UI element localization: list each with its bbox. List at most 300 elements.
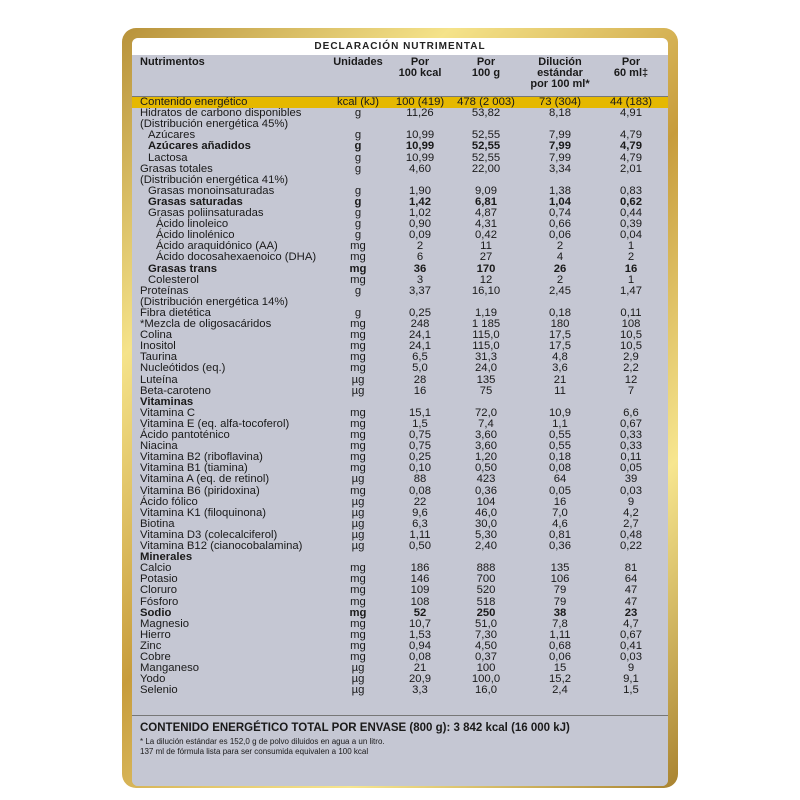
nutrient-value: 7,0 (552, 506, 568, 519)
nutrient-value: 17,5 (549, 329, 571, 342)
table-row (132, 608, 668, 619)
nutrient-value: 0,11 (620, 306, 642, 319)
nutrient-name: Biotina (140, 517, 175, 530)
table-row (132, 574, 668, 585)
nutrient-value: 0,22 (620, 540, 642, 552)
nutrient-value: 0,75 (409, 429, 431, 441)
nutrient-value: 75 (479, 384, 493, 397)
nutrient-value: 3,6 (552, 362, 568, 375)
nutrient-value: 0,36 (549, 540, 571, 552)
nutrient-name: Vitamina B12 (cianocobalamina) (140, 540, 303, 552)
nutrient-name: Calcio (140, 562, 172, 575)
nutrient-value: 10,99 (405, 129, 435, 142)
dilution-note: * La dilución estándar es 152,0 g de polvo diluidos en agua a un litro. (140, 737, 385, 746)
nutrient-value: 10,5 (620, 329, 642, 342)
nutrient-value: 4,87 (475, 207, 497, 219)
nutrient-unit: mg (349, 606, 367, 619)
nutrient-name: Fósforo (140, 595, 179, 608)
nutrient-unit: g (354, 140, 362, 153)
nutrient-unit: mg (350, 329, 366, 342)
nutrient-name: Azúcares (148, 129, 196, 142)
nutrient-value: 1,53 (409, 628, 431, 641)
nutrient-name: Grasas trans (148, 262, 218, 275)
nutrient-value: 5,30 (475, 528, 497, 541)
nutrient-value: 2,45 (549, 284, 571, 297)
nutrient-value: 6 (416, 251, 424, 264)
nutrient-value: 7,30 (475, 628, 497, 641)
nutrient-value: 4,31 (475, 218, 497, 231)
nutrient-value: 36 (413, 262, 427, 275)
nutrient-value: 180 (550, 318, 570, 330)
nutrient-value: 0,55 (549, 440, 571, 453)
nutrient-value: 17,5 (549, 340, 571, 353)
nutrient-value: 7,99 (549, 140, 571, 153)
nutrient-value: 7,99 (549, 151, 571, 164)
nutrient-name: Yodo (140, 673, 166, 686)
nutrient-value: 12 (479, 273, 493, 286)
nutrient-name: Inositol (140, 340, 176, 353)
nutrient-value: 104 (476, 495, 496, 508)
nutrient-value: 3 (416, 273, 424, 286)
nutrient-value: 22,00 (471, 162, 501, 175)
table-row (132, 663, 668, 674)
nutrient-value: 0,08 (409, 484, 431, 497)
nutrient-name: Azúcares añadidos (148, 140, 251, 153)
nutrient-value: 1,90 (409, 184, 431, 197)
nutrient-value: 9,09 (475, 184, 497, 197)
nutrient-value: 38 (553, 606, 567, 619)
nutrient-value: 2 (556, 240, 564, 253)
nutrient-value: 15,1 (409, 406, 431, 419)
nutrient-name: Grasas poliinsaturadas (148, 207, 264, 219)
nutrient-value: 7,8 (552, 617, 568, 630)
nutrient-value: 1,47 (620, 284, 642, 297)
nutrient-value: 1,11 (549, 628, 571, 641)
nutrient-name: Vitamina B6 (piridoxina) (140, 484, 260, 497)
nutrient-value: 0,10 (409, 462, 431, 475)
nutrient-name: Vitamina B1 (tiamina) (140, 462, 248, 475)
table-header (132, 55, 668, 97)
nutrient-value: 1 185 (471, 318, 501, 330)
nutrient-value: 0,05 (549, 484, 571, 497)
nutrient-value: 51,0 (475, 617, 497, 630)
nutrient-value: 1,02 (409, 207, 431, 219)
nutrient-unit: g (354, 207, 362, 219)
nutrient-unit: mg (350, 628, 366, 641)
nutrient-unit: g (354, 184, 362, 197)
nutrient-unit: g (354, 306, 362, 319)
nutrient-name: Luteína (140, 373, 178, 386)
nutrient-unit: µg (351, 673, 365, 686)
nutrient-value: 2,9 (623, 351, 639, 364)
nutrient-value: 16 (413, 384, 427, 397)
nutrient-unit: g (354, 284, 362, 297)
nutrient-value: 0,42 (475, 229, 497, 242)
nutrient-value: 15,2 (549, 673, 571, 686)
nutrient-value: 0,18 (549, 451, 571, 464)
footer (132, 716, 668, 786)
nutrient-value: 1,11 (409, 528, 431, 541)
nutrient-value: 518 (476, 595, 496, 608)
nutrient-value: 109 (410, 584, 430, 597)
nutrient-value: 700 (476, 573, 496, 586)
nutrient-value: 0,81 (549, 528, 571, 541)
nutrient-value: 0,37 (475, 651, 497, 663)
nutrient-value: 1,19 (475, 306, 497, 319)
nutrient-name: Ácido fólico (140, 495, 198, 508)
nutrient-name: Grasas saturadas (148, 195, 243, 208)
nutrient-value: 1,04 (549, 195, 571, 208)
nutrient-value: 0,41 (620, 639, 642, 652)
nutrient-value: 2,01 (620, 162, 642, 175)
table-row (132, 297, 668, 308)
nutrient-name: (Distribución energética 45%) (140, 118, 289, 131)
nutrient-name: Cloruro (140, 584, 178, 597)
nutrient-value: 47 (624, 584, 638, 597)
nutrient-value: 2,7 (623, 517, 639, 530)
nutrient-unit: mg (350, 440, 366, 453)
table-row (132, 652, 668, 663)
nutrient-name: Vitaminas (140, 395, 194, 408)
nutrient-unit: mg (350, 584, 366, 597)
table-row (132, 541, 668, 552)
nutrient-value: 0,50 (409, 540, 431, 552)
nutrient-value: 186 (410, 562, 430, 575)
nutrient-value: 1 (627, 240, 635, 253)
nutrient-value: 1,38 (549, 184, 571, 197)
table-row (132, 375, 668, 386)
nutrient-value: 423 (476, 473, 496, 486)
nutrient-name: Potasio (140, 573, 178, 586)
nutrient-value: 24,0 (475, 362, 497, 375)
nutrient-name: Ácido linolénico (156, 229, 235, 242)
nutrient-value: 44 (183) (609, 96, 653, 108)
nutrient-value: 9,1 (623, 673, 639, 686)
table-row (132, 341, 668, 352)
nutrient-value: 30,0 (475, 517, 497, 530)
table-row (132, 474, 668, 485)
nutrient-value: 0,25 (409, 451, 431, 464)
nutrient-unit: g (354, 129, 362, 142)
table-row (132, 430, 668, 441)
nutrient-name: Fibra dietética (140, 306, 211, 319)
nutrient-name: Hidratos de carbono disponibles (140, 107, 302, 120)
nutrient-value: 7 (627, 384, 635, 397)
table-row (132, 486, 668, 497)
nutrient-value: 11 (480, 240, 492, 253)
nutrient-value: 52,55 (471, 140, 501, 153)
nutrient-unit: mg (350, 240, 366, 253)
nutrient-value: 9,6 (412, 506, 428, 519)
nutrient-value: 10,99 (405, 151, 435, 164)
nutrient-value: 4,79 (620, 129, 642, 142)
nutrient-name: Taurina (140, 351, 178, 364)
nutrient-value: 6,3 (412, 517, 428, 530)
nutrient-value: 6,6 (623, 406, 639, 419)
nutrient-value: 9 (627, 662, 635, 675)
nutrient-value: 4,6 (552, 517, 568, 530)
nutrient-value: 12 (624, 373, 638, 386)
nutrient-name: Ácido linoleico (156, 218, 229, 231)
nutrient-value: 4,50 (475, 639, 497, 652)
nutrient-unit: mg (350, 318, 366, 330)
nutrient-name: Ácido araquidónico (AA) (156, 240, 278, 253)
nutrient-value: 4,91 (620, 107, 642, 120)
nutrient-value: 170 (476, 262, 496, 275)
nutrient-value: 146 (410, 573, 430, 586)
nutrient-value: 0,48 (620, 528, 642, 541)
nutrient-unit: µg (351, 528, 365, 541)
nutrient-value: 26 (553, 262, 567, 275)
table-row (132, 119, 668, 130)
nutrient-unit: mg (350, 362, 366, 375)
nutrient-value: 4,60 (409, 162, 431, 175)
table-row (132, 563, 668, 574)
table-row (132, 674, 668, 685)
nutrient-name: Zinc (140, 639, 162, 652)
nutrient-value: 79 (553, 595, 567, 608)
table-row (132, 508, 668, 519)
nutrient-value: 10,7 (409, 617, 431, 630)
table-row (132, 552, 668, 563)
nutrient-value: 3,60 (475, 440, 497, 453)
nutrient-value: 0,03 (620, 651, 642, 663)
nutrient-value: 0,33 (620, 429, 642, 441)
nutrient-value: 2,4 (552, 684, 568, 697)
nutrient-name: (Distribución energética 14%) (140, 295, 289, 308)
nutrient-name: Ácido docosahexaenoico (DHA) (156, 251, 317, 264)
nutrient-value: 0,05 (620, 462, 642, 475)
nutrient-unit: mg (349, 262, 367, 275)
nutrient-value: 47 (624, 595, 638, 608)
nutrient-value: 10,99 (405, 140, 435, 153)
nutrient-value: 2 (556, 273, 564, 286)
nutrient-unit: µg (351, 662, 365, 675)
nutrient-value: 0,50 (475, 462, 497, 475)
nutrient-unit: g (354, 151, 362, 164)
nutrient-value: 0,39 (620, 218, 642, 231)
nutrient-value: 16 (624, 262, 638, 275)
nutrient-name: Beta-caroteno (140, 384, 211, 397)
nutrient-value: 0,08 (409, 651, 431, 663)
nutrient-value: 1,1 (552, 417, 568, 430)
nutrient-value: 0,75 (409, 440, 431, 453)
nutrient-unit: mg (350, 639, 366, 652)
nutrient-unit: mg (350, 651, 366, 663)
nutrient-unit: mg (350, 562, 366, 575)
nutrient-value: 100 (419) (395, 96, 445, 108)
nutrient-unit: µg (351, 384, 365, 397)
nutrient-value: 0,62 (620, 195, 642, 208)
nutrient-name: Nucleótidos (eq.) (140, 362, 226, 375)
nutrient-unit: mg (350, 451, 366, 464)
nutrient-value: 0,08 (549, 462, 571, 475)
nutrient-value: 10,5 (620, 340, 642, 353)
header-por-100kcal: Por 100 kcal (398, 56, 442, 79)
nutrient-name: Vitamina K1 (filoquinona) (140, 506, 267, 519)
nutrient-name: Cobre (140, 651, 171, 663)
nutrient-value: 73 (304) (538, 96, 582, 108)
nutrient-value: 21 (413, 662, 427, 675)
nutrient-value: 6,81 (475, 195, 497, 208)
nutrient-name: Niacina (140, 440, 178, 453)
nutrient-value: 4 (556, 251, 564, 264)
nutrient-unit: mg (350, 484, 366, 497)
nutrient-value: 135 (476, 373, 496, 386)
nutrient-value: 250 (476, 606, 496, 619)
nutrient-value: 10,9 (549, 406, 571, 419)
nutrient-unit: µg (351, 517, 365, 530)
nutrient-value: 1,5 (412, 417, 428, 430)
nutrient-value: 79 (553, 584, 567, 597)
nutrient-name: Vitamina B2 (riboflavina) (140, 451, 263, 464)
nutrient-value: 11 (554, 384, 566, 397)
nutrient-value: 24,1 (409, 329, 431, 342)
nutrient-value: 3,3 (412, 684, 428, 697)
nutrient-value: 0,06 (549, 229, 571, 242)
nutrient-name: Manganeso (140, 662, 200, 675)
table-row (132, 630, 668, 641)
nutrient-value: 2,40 (475, 540, 497, 552)
nutrient-name: Minerales (140, 551, 193, 564)
nutrient-value: 16,0 (475, 684, 497, 697)
nutrient-value: 27 (479, 251, 493, 264)
nutrient-unit: µg (351, 540, 365, 552)
nutrient-value: 0,55 (549, 429, 571, 441)
header-por-60ml: Por 60 ml‡ (613, 56, 649, 79)
total-energy: CONTENIDO ENERGÉTICO TOTAL POR ENVASE (800 g): 3 842 kcal (16 000 kJ) (140, 722, 570, 734)
nutrient-unit: mg (350, 429, 366, 441)
nutrient-value: 4,79 (620, 140, 642, 153)
nutrient-value: 52,55 (471, 151, 501, 164)
nutrient-value: 6,5 (412, 351, 428, 364)
nutrient-value: 23 (624, 606, 638, 619)
nutrient-value: 88 (413, 473, 427, 486)
nutrient-value: 108 (621, 318, 641, 330)
nutrient-value: 2 (627, 251, 635, 264)
nutrient-value: 72,0 (475, 406, 497, 419)
nutrient-unit: mg (350, 595, 366, 608)
table-row (132, 141, 668, 152)
nutrient-unit: kcal (kJ) (336, 96, 380, 108)
nutrient-value: 115,0 (472, 340, 500, 353)
nutrient-value: 0,04 (620, 229, 642, 242)
header-nutrimentos: Nutrimentos (140, 56, 205, 68)
nutrient-name: Selenio (140, 684, 178, 697)
nutrient-value: 0,94 (409, 639, 431, 652)
nutrient-name: Vitamina E (eq. alfa-tocoferol) (140, 417, 290, 430)
nutrient-value: 81 (624, 562, 638, 575)
nutrient-value: 3,60 (475, 429, 497, 441)
table-row (132, 275, 668, 286)
table-row (132, 363, 668, 374)
table-row (132, 386, 668, 397)
nutrient-value: 1,5 (623, 684, 639, 697)
nutrient-name: Vitamina C (140, 406, 196, 419)
nutrient-value: 8,18 (549, 107, 571, 120)
nutrient-unit: g (354, 218, 362, 231)
nutrient-value: 0,25 (409, 306, 431, 319)
nutrient-value: 7,99 (549, 129, 571, 142)
nutrient-value: 4,7 (623, 617, 639, 630)
nutrient-unit: µg (351, 373, 365, 386)
nutrient-value: 248 (410, 318, 430, 330)
nutrition-panel (132, 38, 668, 786)
nutrient-value: 46,0 (475, 506, 497, 519)
nutrient-value: 64 (553, 473, 567, 486)
nutrient-value: 478 (2 003) (457, 96, 515, 108)
header-por-100g: Por 100 g (471, 56, 501, 79)
kcal-note: 137 ml de fórmula lista para ser consumida equivalen a 100 kcal (140, 747, 369, 756)
nutrient-unit: mg (350, 417, 366, 430)
nutrient-value: 888 (476, 562, 496, 575)
nutrient-name: Grasas monoinsaturadas (148, 184, 275, 197)
nutrient-value: 52,55 (471, 129, 501, 142)
table-row (132, 397, 668, 408)
nutrient-value: 0,90 (409, 218, 431, 231)
nutrient-value: 16 (553, 495, 567, 508)
header-unidades: Unidades (333, 56, 383, 68)
table-row (132, 597, 668, 608)
nutrient-value: 100 (476, 662, 496, 675)
nutrient-value: 100,0 (471, 673, 501, 686)
nutrient-unit: mg (350, 617, 366, 630)
nutrient-unit: g (354, 229, 362, 242)
nutrient-value: 2,2 (623, 362, 639, 375)
nutrient-name: Hierro (140, 628, 171, 641)
nutrient-value: 3,34 (549, 162, 571, 175)
nutrient-value: 520 (476, 584, 496, 597)
nutrient-unit: µg (351, 495, 365, 508)
nutrient-value: 16,10 (471, 284, 501, 297)
nutrient-value: 0,67 (620, 417, 642, 430)
nutrient-unit: mg (350, 340, 366, 353)
nutrient-unit: g (354, 195, 362, 208)
table-row (132, 252, 668, 263)
nutrient-value: 0,67 (620, 628, 642, 641)
nutrient-value: 108 (410, 595, 430, 608)
nutrient-name: Sodio (140, 606, 172, 619)
nutrient-unit: g (354, 107, 362, 120)
nutrient-unit: µg (351, 473, 365, 486)
nutrient-value: 115,0 (472, 329, 500, 342)
nutrient-value: 0,83 (620, 184, 642, 197)
nutrient-unit: mg (350, 251, 366, 264)
nutrient-value: 0,74 (549, 207, 571, 219)
nutrient-value: 0,18 (549, 306, 571, 319)
nutrient-name: Grasas totales (140, 162, 213, 175)
nutrient-name: Lactosa (148, 151, 188, 164)
nutrient-name: Colina (140, 329, 173, 342)
nutrient-value: 0,06 (549, 651, 571, 663)
nutrient-value: 53,82 (471, 107, 501, 120)
nutrient-value: 3,37 (409, 284, 431, 297)
nutrient-value: 0,09 (409, 229, 431, 242)
nutrient-value: 5,0 (412, 362, 428, 375)
nutrient-value: 0,03 (620, 484, 642, 497)
nutrient-value: 4,8 (552, 351, 568, 364)
nutrient-unit: mg (350, 406, 366, 419)
nutrient-value: 7,4 (478, 417, 494, 430)
nutrient-value: 2 (416, 240, 424, 253)
nutrient-value: 0,36 (475, 484, 497, 497)
nutrient-value: 24,1 (409, 340, 431, 353)
table-row (132, 153, 668, 164)
table-row (132, 641, 668, 652)
nutrient-value: 1,42 (409, 195, 431, 208)
nutrient-value: 135 (550, 562, 570, 575)
nutrient-value: 0,11 (620, 451, 642, 464)
